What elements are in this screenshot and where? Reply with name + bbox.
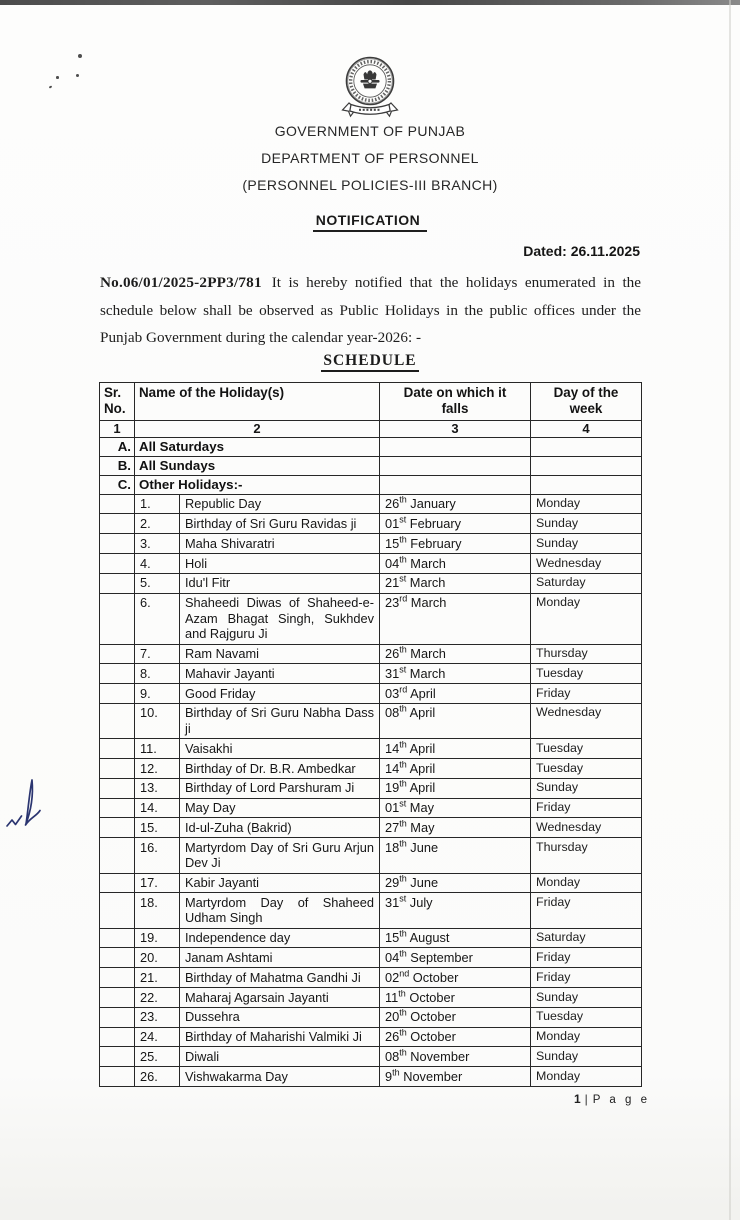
sr-spacer-cell — [100, 968, 135, 988]
footer-separator: | — [584, 1092, 588, 1106]
date-ordinal: th — [399, 739, 407, 750]
date-month: April — [406, 760, 436, 776]
sr-spacer-cell — [100, 1007, 135, 1027]
date-month: April — [406, 740, 436, 756]
weekday-cell: Friday — [531, 798, 642, 818]
date-day-number: 29 — [385, 875, 400, 891]
column-number-cell: 1 — [100, 421, 135, 438]
holiday-date-cell — [380, 759, 531, 779]
sr-number-cell: 13. — [135, 778, 180, 798]
handwritten-initials-mark — [3, 775, 45, 842]
holiday-date-cell — [380, 778, 531, 798]
date-day-number: 02 — [385, 969, 400, 985]
date-day-number: 21 — [385, 575, 400, 591]
date-ordinal: th — [399, 873, 407, 884]
sr-spacer-cell — [100, 739, 135, 759]
col-header-date — [380, 383, 531, 421]
date-ordinal: th — [399, 534, 407, 545]
holiday-name-cell: Ram Navami — [180, 644, 380, 664]
sr-number-cell: 24. — [135, 1027, 180, 1047]
holiday-date-cell — [380, 928, 531, 948]
notification-paragraph — [100, 269, 641, 352]
weekday-cell: Wednesday — [531, 703, 642, 738]
sr-number-cell: 22. — [135, 988, 180, 1008]
group-label-cell: All Sundays — [135, 456, 380, 475]
holiday-row — [100, 494, 642, 514]
holiday-name-cell: Birthday of Maharishi Valmiki Ji — [180, 1027, 380, 1047]
date-month: August — [406, 930, 450, 946]
sr-number-cell: 18. — [135, 893, 180, 928]
column-header-label: Date on which it falls — [403, 385, 507, 416]
doc-type-text: NOTIFICATION — [313, 212, 428, 232]
date-day-number: 04 — [385, 555, 400, 571]
holiday-row — [100, 1067, 642, 1087]
sr-spacer-cell — [100, 838, 135, 873]
holiday-name-cell: Holi — [180, 553, 380, 573]
sr-spacer-cell — [100, 759, 135, 779]
holiday-date-cell — [380, 664, 531, 684]
date-month: March — [406, 646, 446, 662]
date-month: May — [406, 800, 434, 816]
group-row — [100, 438, 642, 457]
date-day-number: 18 — [385, 839, 400, 855]
date-day-number: 14 — [385, 740, 400, 756]
date-month: March — [406, 665, 446, 681]
date-month: February — [406, 516, 462, 531]
date-day-number: 11 — [385, 989, 399, 1005]
holiday-row — [100, 534, 642, 554]
sr-number-cell: 10. — [135, 703, 180, 738]
date-day-number: 31 — [385, 665, 400, 681]
holiday-row — [100, 1027, 642, 1047]
date-day-number: 08 — [385, 705, 400, 721]
holiday-row — [100, 988, 642, 1008]
group-letter-cell: A. — [100, 438, 135, 457]
org-branch-line: (PERSONNEL POLICIES-III BRANCH) — [242, 177, 498, 193]
sr-number-cell: 9. — [135, 684, 180, 704]
page-footer — [574, 1092, 650, 1106]
weekday-cell: Thursday — [531, 838, 642, 873]
holiday-date-cell — [380, 534, 531, 554]
weekday-cell: Tuesday — [531, 1007, 642, 1027]
weekday-cell: Monday — [531, 494, 642, 514]
ink-speck — [78, 54, 82, 58]
holiday-row — [100, 703, 642, 738]
date-ordinal: rd — [399, 593, 408, 604]
holiday-name-cell: Birthday of Sri Guru Nabha Dass ji — [180, 703, 380, 738]
sr-spacer-cell — [100, 514, 135, 534]
date-day-number: 01 — [385, 800, 400, 816]
holiday-name-cell: Good Friday — [180, 684, 380, 704]
holiday-name-cell: Idu'l Fitr — [180, 573, 380, 593]
group-row — [100, 456, 642, 475]
holiday-row — [100, 553, 642, 573]
holiday-row — [100, 664, 642, 684]
date-month: May — [406, 819, 435, 835]
weekday-cell: Saturday — [531, 928, 642, 948]
weekday-cell: Wednesday — [531, 818, 642, 838]
holiday-row — [100, 928, 642, 948]
holiday-date-cell — [380, 988, 531, 1008]
date-ordinal: st — [399, 514, 407, 525]
sr-spacer-cell — [100, 1067, 135, 1087]
sr-number-cell: 21. — [135, 968, 180, 988]
date-ordinal: th — [399, 818, 407, 829]
date-ordinal: th — [398, 988, 406, 999]
weekday-cell: Friday — [531, 968, 642, 988]
holiday-name-cell: Martyrdom Day of Shaheed Udham Singh — [180, 893, 380, 928]
holiday-row — [100, 818, 642, 838]
date-ordinal: th — [392, 1067, 400, 1078]
holiday-date-cell — [380, 798, 531, 818]
doc-type-title — [0, 212, 740, 230]
weekday-cell: Monday — [531, 873, 642, 893]
date-day-number: 9 — [385, 1068, 393, 1084]
holiday-date-cell — [380, 553, 531, 573]
column-number-cell: 4 — [531, 421, 642, 438]
weekday-cell: Monday — [531, 1027, 642, 1047]
schedule-table — [99, 382, 642, 1087]
weekday-cell: Tuesday — [531, 739, 642, 759]
sr-number-cell: 19. — [135, 928, 180, 948]
weekday-cell: Sunday — [531, 988, 642, 1008]
sr-spacer-cell — [100, 664, 135, 684]
sr-spacer-cell — [100, 553, 135, 573]
holiday-date-cell — [380, 873, 531, 893]
weekday-cell: Saturday — [531, 573, 642, 593]
sr-spacer-cell — [100, 893, 135, 928]
empty-weekday-cell — [531, 456, 642, 475]
date-ordinal: th — [399, 494, 407, 505]
sr-spacer-cell — [100, 928, 135, 948]
sr-number-cell: 23. — [135, 1007, 180, 1027]
sr-spacer-cell — [100, 573, 135, 593]
column-number-row — [100, 421, 642, 438]
sr-spacer-cell — [100, 684, 135, 704]
date-ordinal: st — [399, 893, 407, 904]
weekday-cell: Thursday — [531, 644, 642, 664]
holiday-name-cell: May Day — [180, 798, 380, 818]
date-month: March — [407, 595, 447, 611]
holiday-date-cell — [380, 893, 531, 928]
date-month: November — [399, 1068, 463, 1084]
empty-weekday-cell — [531, 438, 642, 457]
date-ordinal: th — [399, 1027, 407, 1038]
sr-spacer-cell — [100, 948, 135, 968]
date-day-number: 01 — [385, 516, 400, 531]
group-label-cell: Other Holidays:- — [135, 475, 380, 494]
holiday-date-cell — [380, 593, 531, 644]
sr-number-cell: 14. — [135, 798, 180, 818]
sr-number-cell: 17. — [135, 873, 180, 893]
date-day-number: 23 — [385, 595, 400, 611]
holiday-date-cell — [380, 818, 531, 838]
holiday-name-cell: Dussehra — [180, 1007, 380, 1027]
date-day-number: 27 — [385, 819, 400, 835]
holiday-row — [100, 684, 642, 704]
col-header-holiday-name: Name of the Holiday(s) — [135, 383, 380, 421]
holiday-name-cell: Vishwakarma Day — [180, 1067, 380, 1087]
column-number-cell: 3 — [380, 421, 531, 438]
date-ordinal: th — [399, 928, 407, 939]
weekday-cell: Tuesday — [531, 759, 642, 779]
holiday-row — [100, 873, 642, 893]
column-header-label: Day of the week — [553, 385, 619, 416]
date-month: March — [406, 575, 446, 591]
holiday-name-cell: Birthday of Dr. B.R. Ambedkar — [180, 759, 380, 779]
date-day-number: 26 — [385, 496, 400, 512]
holiday-date-cell — [380, 514, 531, 534]
org-name-line2: DEPARTMENT OF PERSONNEL — [261, 150, 479, 166]
sr-number-cell: 3. — [135, 534, 180, 554]
holiday-date-cell — [380, 1027, 531, 1047]
date-day-number: 19 — [385, 780, 400, 796]
date-day-number: 20 — [385, 1009, 400, 1025]
holiday-date-cell — [380, 684, 531, 704]
date-month: October — [405, 989, 455, 1005]
holiday-name-cell: Maharaj Agarsain Jayanti — [180, 988, 380, 1008]
weekday-cell: Sunday — [531, 514, 642, 534]
holiday-name-cell: Vaisakhi — [180, 739, 380, 759]
holiday-date-cell — [380, 948, 531, 968]
date-ordinal: th — [399, 779, 407, 790]
date-ordinal: st — [399, 574, 407, 585]
holiday-row — [100, 1047, 642, 1067]
holiday-row — [100, 593, 642, 644]
group-label-cell: All Saturdays — [135, 438, 380, 457]
holiday-row — [100, 759, 642, 779]
group-letter-cell: C. — [100, 475, 135, 494]
date-day-number: 08 — [385, 1048, 400, 1064]
sr-number-cell: 26. — [135, 1067, 180, 1087]
sr-number-cell: 15. — [135, 818, 180, 838]
holiday-date-cell — [380, 494, 531, 514]
date-ordinal: st — [399, 798, 407, 809]
date-ordinal: rd — [399, 684, 408, 695]
sr-number-cell: 16. — [135, 838, 180, 873]
empty-date-cell — [380, 456, 531, 475]
holiday-date-cell — [380, 703, 531, 738]
date-month: October — [409, 969, 459, 985]
holiday-name-cell: Birthday of Mahatma Gandhi Ji — [180, 968, 380, 988]
ink-speck — [49, 85, 53, 88]
sr-spacer-cell — [100, 873, 135, 893]
sr-number-cell: 5. — [135, 573, 180, 593]
date-ordinal: th — [399, 644, 407, 655]
sr-number-cell: 20. — [135, 948, 180, 968]
reference-number: No.06/01/2025-2PP3/781 — [100, 274, 262, 291]
date-ordinal: th — [399, 1008, 407, 1019]
holiday-name-cell: Republic Day — [180, 494, 380, 514]
weekday-cell: Friday — [531, 684, 642, 704]
empty-date-cell — [380, 475, 531, 494]
date-day-number: 26 — [385, 1029, 400, 1045]
holiday-name-cell: Martyrdom Day of Sri Guru Arjun Dev Ji — [180, 838, 380, 873]
date-ordinal: st — [399, 664, 407, 675]
scanner-edge-strip — [0, 0, 740, 5]
holiday-name-cell: Diwali — [180, 1047, 380, 1067]
date-month: April — [406, 705, 436, 721]
holiday-row — [100, 798, 642, 818]
date-day-number: 04 — [385, 950, 400, 966]
holiday-date-cell — [380, 644, 531, 664]
date-month: March — [406, 555, 446, 571]
holiday-row — [100, 644, 642, 664]
holiday-row — [100, 1007, 642, 1027]
holiday-date-cell — [380, 838, 531, 873]
holiday-row — [100, 573, 642, 593]
column-header-label: Sr. No. — [104, 385, 126, 416]
sr-number-cell: 25. — [135, 1047, 180, 1067]
date-day-number: 26 — [385, 646, 400, 662]
sr-spacer-cell — [100, 988, 135, 1008]
weekday-cell: Monday — [531, 593, 642, 644]
date-day-number: 03 — [385, 685, 400, 701]
holiday-name-cell: Independence day — [180, 928, 380, 948]
holiday-row — [100, 968, 642, 988]
group-row — [100, 475, 642, 494]
empty-weekday-cell — [531, 475, 642, 494]
date-day-number: 15 — [385, 930, 400, 946]
holiday-date-cell — [380, 739, 531, 759]
date-month: September — [406, 950, 473, 966]
page-number: 1 — [573, 1092, 581, 1106]
date-day-number: 15 — [385, 535, 400, 551]
date-month: July — [406, 894, 433, 910]
holiday-name-cell: Janam Ashtami — [180, 948, 380, 968]
date-day-number: 31 — [385, 894, 400, 910]
footer-page-word: P a g e — [592, 1094, 650, 1106]
holiday-row — [100, 948, 642, 968]
sr-spacer-cell — [100, 798, 135, 818]
holiday-date-cell — [380, 573, 531, 593]
sr-spacer-cell — [100, 534, 135, 554]
holiday-name-cell: Mahavir Jayanti — [180, 664, 380, 684]
date-ordinal: nd — [399, 968, 410, 979]
org-name-line1: GOVERNMENT OF PUNJAB — [274, 123, 466, 139]
col-header-weekday — [531, 383, 642, 421]
holiday-name-cell: Id-ul-Zuha (Bakrid) — [180, 818, 380, 838]
ink-speck — [76, 74, 79, 77]
holiday-row — [100, 838, 642, 873]
holiday-row — [100, 739, 642, 759]
weekday-cell: Monday — [531, 1067, 642, 1087]
date-ordinal: th — [399, 838, 407, 849]
sr-number-cell: 2. — [135, 514, 180, 534]
weekday-cell: Tuesday — [531, 664, 642, 684]
empty-date-cell — [380, 438, 531, 457]
weekday-cell: Wednesday — [531, 553, 642, 573]
date-month: February — [406, 535, 462, 551]
date-ordinal: th — [399, 1047, 407, 1058]
group-letter-cell: B. — [100, 456, 135, 475]
column-number-cell: 2 — [135, 421, 380, 438]
paragraph-text: It is hereby notified that the holidays enumerated in the schedule below shall be observed as Public Holidays in the public offices under the Punjab Government during the calendar year-2026: - — [100, 274, 641, 346]
sr-number-cell: 1. — [135, 494, 180, 514]
sr-spacer-cell — [100, 1027, 135, 1047]
dated-line: Dated: 26.11.2025 — [523, 243, 640, 259]
date-ordinal: th — [399, 554, 407, 565]
punjab-government-seal-icon — [328, 55, 412, 124]
sr-number-cell: 4. — [135, 553, 180, 573]
holiday-row — [100, 514, 642, 534]
sr-number-cell: 7. — [135, 644, 180, 664]
date-month: January — [406, 496, 456, 512]
holiday-name-cell: Shaheedi Diwas of Shaheed-e-Azam Bhagat Singh, Sukhdev and Rajguru Ji — [180, 593, 380, 644]
weekday-cell: Friday — [531, 893, 642, 928]
sr-number-cell: 8. — [135, 664, 180, 684]
sr-number-cell: 11. — [135, 739, 180, 759]
holiday-name-cell: Maha Shivaratri — [180, 534, 380, 554]
holiday-date-cell — [380, 1067, 531, 1087]
weekday-cell: Friday — [531, 948, 642, 968]
date-month: April — [406, 780, 436, 796]
holiday-name-cell: Birthday of Sri Guru Ravidas ji — [180, 514, 380, 534]
holiday-name-cell: Kabir Jayanti — [180, 873, 380, 893]
ink-speck — [56, 76, 59, 79]
sr-spacer-cell — [100, 1047, 135, 1067]
holiday-row — [100, 893, 642, 928]
date-month: June — [406, 839, 439, 855]
holiday-date-cell — [380, 1047, 531, 1067]
date-ordinal: th — [399, 759, 407, 770]
date-month: June — [406, 875, 439, 891]
holiday-row — [100, 778, 642, 798]
weekday-cell: Sunday — [531, 534, 642, 554]
date-month: October — [406, 1029, 456, 1045]
holiday-name-cell: Birthday of Lord Parshuram Ji — [180, 778, 380, 798]
holiday-date-cell — [380, 1007, 531, 1027]
sr-number-cell: 6. — [135, 593, 180, 644]
sr-spacer-cell — [100, 593, 135, 644]
sr-spacer-cell — [100, 644, 135, 664]
date-day-number: 14 — [385, 760, 400, 776]
sr-spacer-cell — [100, 818, 135, 838]
date-month: April — [407, 685, 436, 701]
weekday-cell: Sunday — [531, 778, 642, 798]
weekday-cell: Sunday — [531, 1047, 642, 1067]
date-ordinal: th — [399, 948, 407, 959]
sr-spacer-cell — [100, 778, 135, 798]
sr-number-cell: 12. — [135, 759, 180, 779]
holiday-date-cell — [380, 968, 531, 988]
schedule-table-body — [100, 383, 642, 1087]
schedule-header-row — [100, 383, 642, 421]
sr-spacer-cell — [100, 494, 135, 514]
date-month: October — [406, 1009, 456, 1025]
date-ordinal: th — [399, 704, 407, 715]
date-month: November — [406, 1048, 470, 1064]
schedule-heading: SCHEDULE — [0, 352, 740, 370]
col-header-sr-no — [100, 383, 135, 421]
sr-spacer-cell — [100, 703, 135, 738]
